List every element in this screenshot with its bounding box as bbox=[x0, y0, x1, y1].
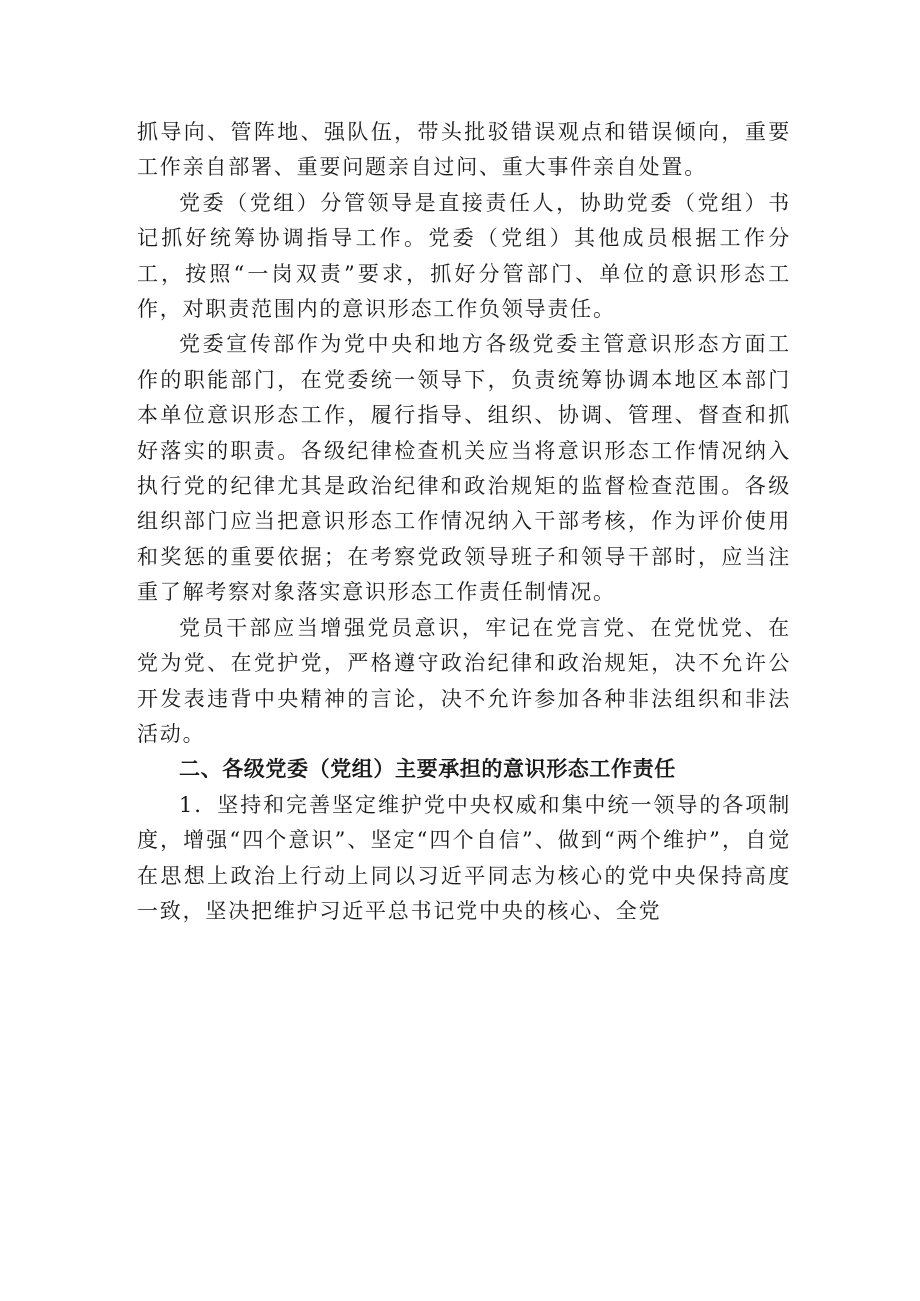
paragraph-party-members: 党员干部应当增强党员意识，牢记在党言党、在党忧党、在党为党、在党护党，严格遵守政治纪律和政治规矩，决不允许公开发表违背中央精神的言论，决不允许参加各种非法组织和非法活动。 bbox=[137, 615, 791, 746]
document-body bbox=[137, 115, 791, 929]
paragraph-propaganda-department: 党委宣传部作为党中央和地方各级党委主管意识形态方面工作的职能部门，在党委统一领导下，负责统筹协调本地区本部门本单位意识形态工作，履行指导、组织、协调、管理、督查和抓好落实的职责。各级纪律检查机关应当将意识形态工作情况纳入执行党的纪律尤其是政治纪律和政治规矩的监督检查范围。各级组织部门应当把意识形态工作情况纳入干部考核，作为评价使用和奖惩的重要依据；在考察党政领导班子和领导干部时，应当注重了解考察对象落实意识形态工作责任制情况。 bbox=[137, 332, 791, 605]
paragraph-deputy-leaders: 党委（党组）分管领导是直接责任人，协助党委（党组）书记抓好统筹协调指导工作。党委（党组）其他成员根据工作分工，按照“一岗双责”要求，抓好分管部门、单位的意识形态工作，对职责范围内的意识形态工作负领导责任。 bbox=[137, 190, 791, 322]
section-heading: 二、各级党委（党组）主要承担的意识形态工作责任 bbox=[179, 757, 676, 782]
paragraph-continuation: 抓导向、管阵地、强队伍，带头批驳错误观点和错误倾向，重要工作亲自部署、重要问题亲自过问、重大事件亲自处置。 bbox=[137, 120, 791, 180]
paragraph-item-1: 1．坚持和完善坚定维护党中央权威和集中统一领导的各项制度，增强“四个意识”、坚定“四个自信”、做到“两个维护”，自觉在思想上政治上行动上同以习近平同志为核心的党中央保持高度一致，坚决把维护习近平总书记党中央的核心、全党 bbox=[137, 792, 791, 923]
